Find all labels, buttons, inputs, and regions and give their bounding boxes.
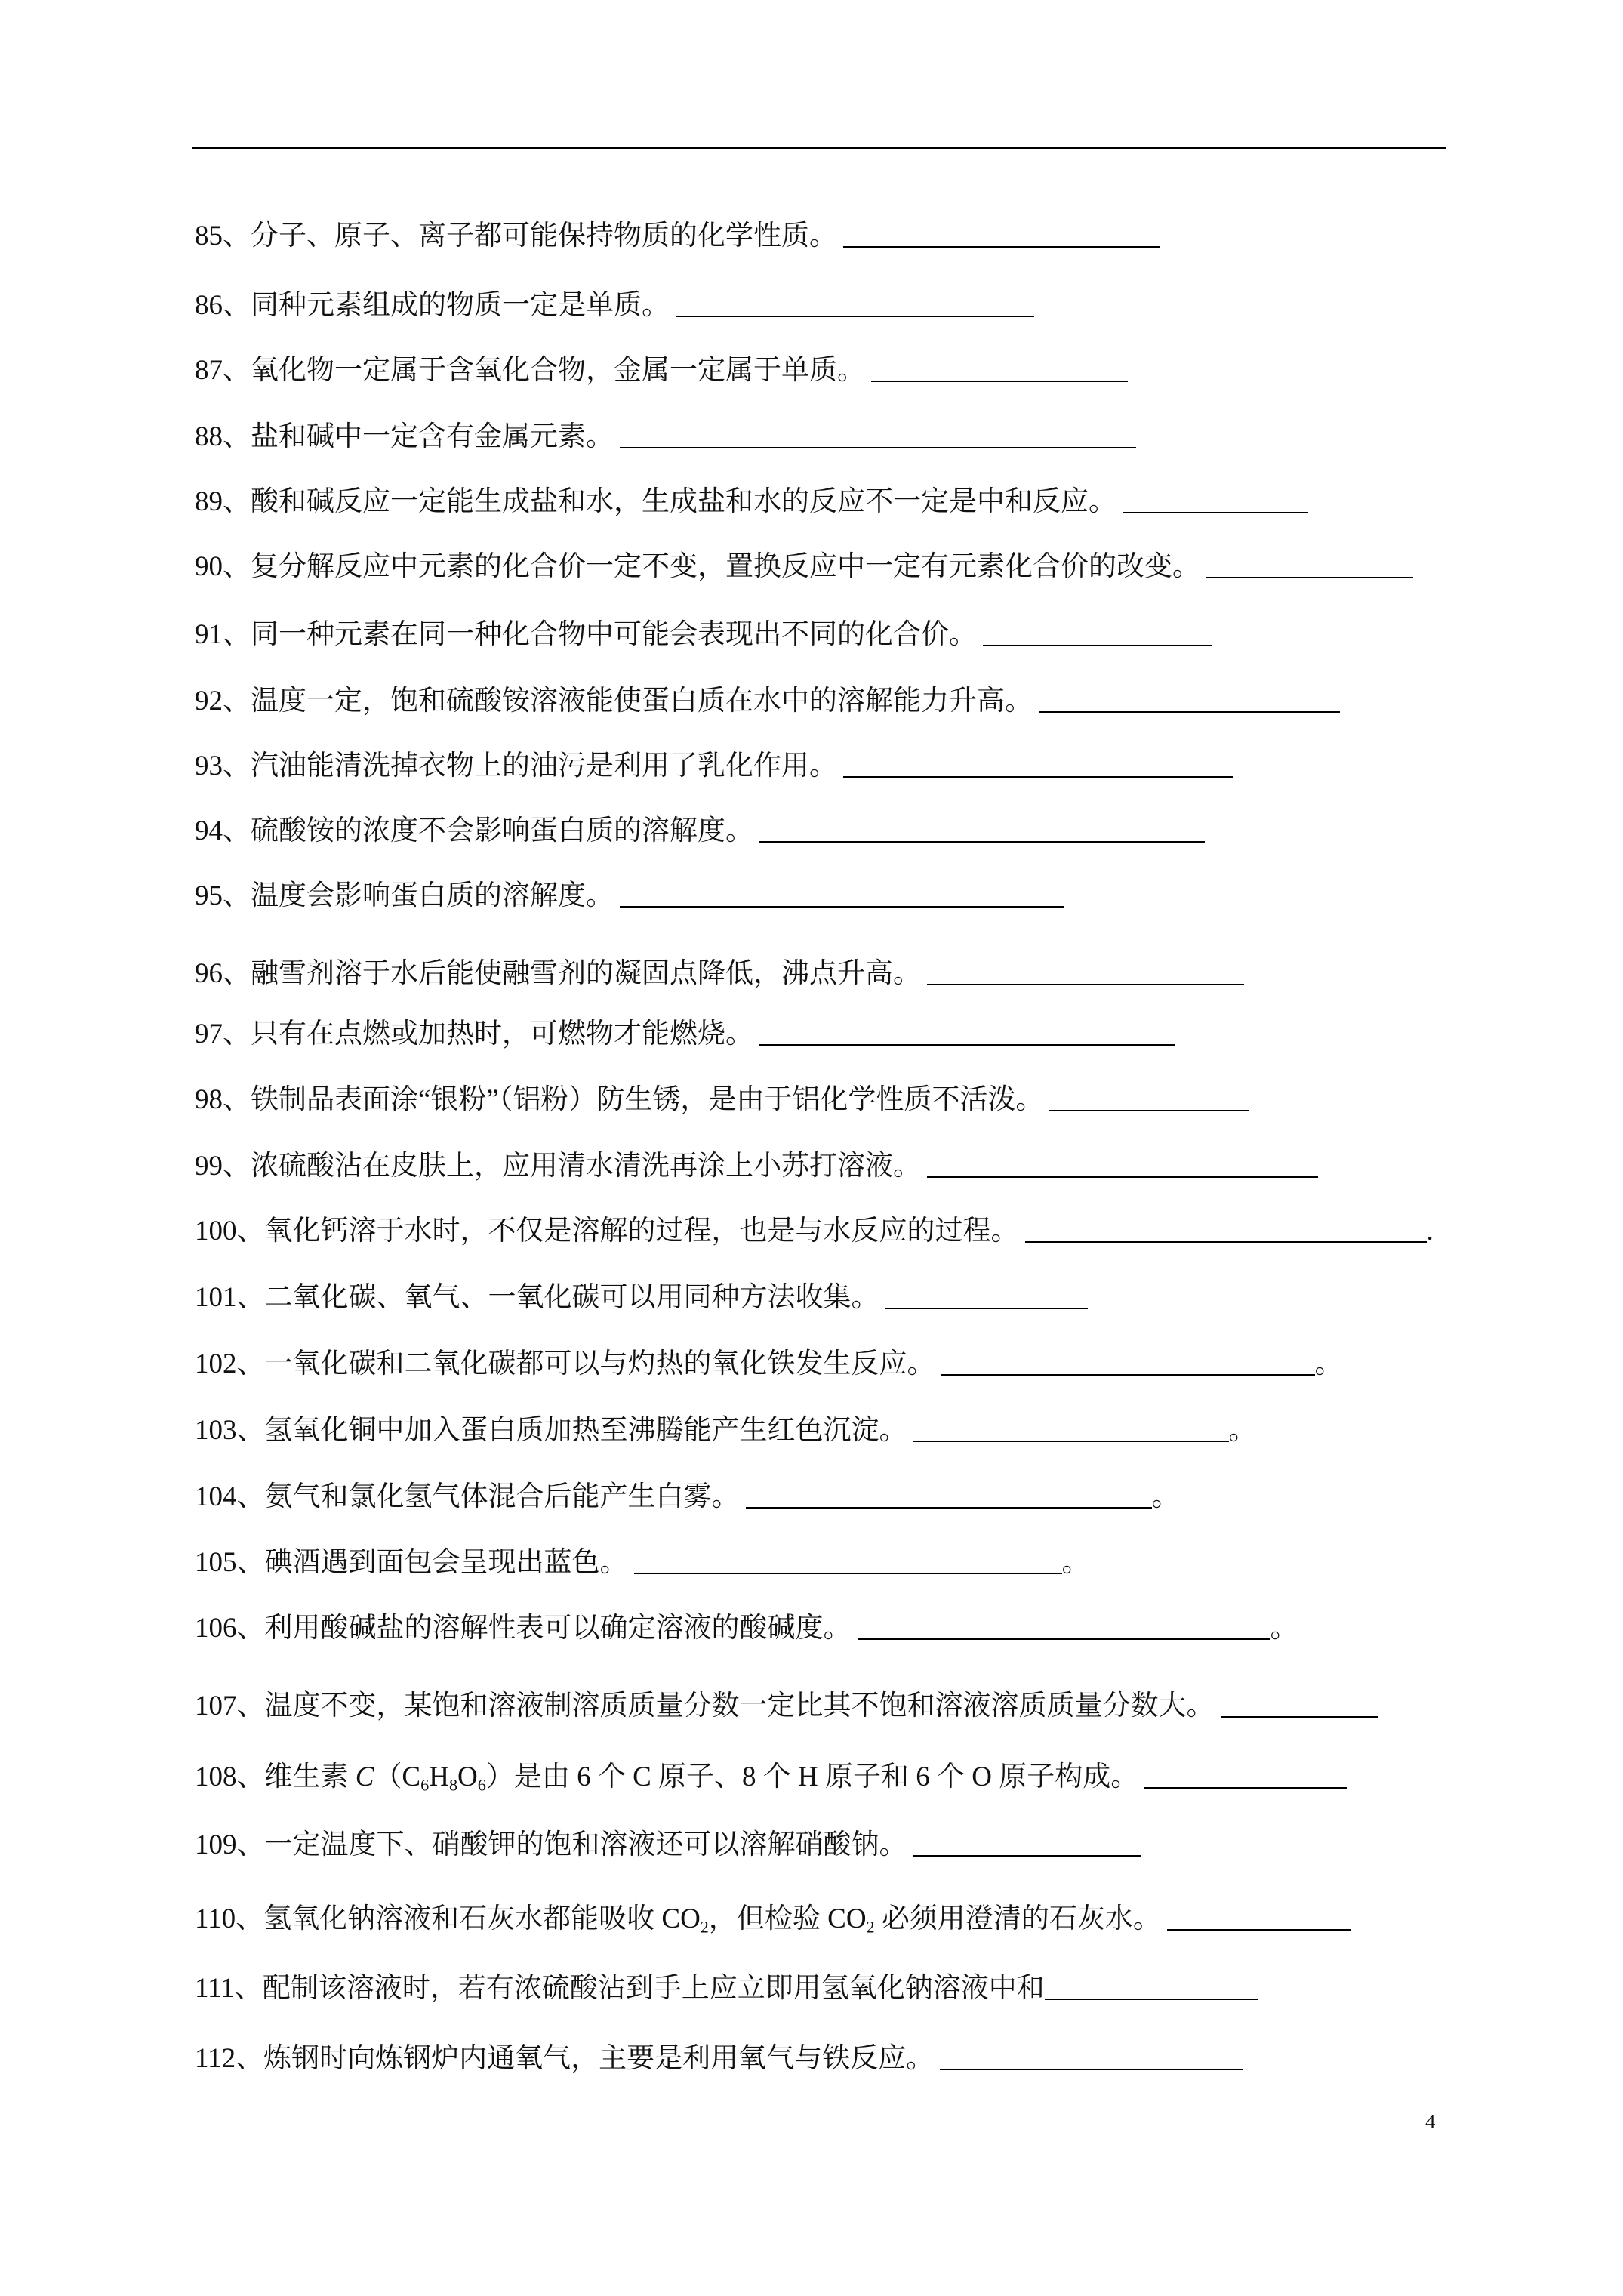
question-111	[195, 1972, 1258, 2005]
formula-part: O	[457, 1761, 478, 1792]
answer-blank	[759, 841, 1205, 843]
question-text: 氨气和氯化氢气体混合后能产生白雾。	[264, 1481, 740, 1512]
answer-blank	[746, 1507, 1152, 1509]
question-text: 同种元素组成的物质一定是单质。	[251, 290, 670, 321]
answer-blank	[1221, 1716, 1378, 1718]
question-number: 94、	[195, 815, 251, 846]
question-text: 温度会影响蛋白质的溶解度。	[251, 880, 614, 911]
question-number: 92、	[195, 686, 251, 717]
trailing-punctuation: 。	[1270, 1613, 1298, 1644]
question-text: 融雪剂溶于水后能使融雪剂的凝固点降低，沸点升高。	[251, 958, 921, 989]
question-number: 95、	[195, 880, 251, 911]
question-number: 110、	[195, 1903, 264, 1934]
formula-part: H	[429, 1761, 449, 1792]
question-text: 温度不变，某饱和溶液制溶质质量分数一定比其不饱和溶液溶质质量分数大。	[264, 1690, 1215, 1721]
question-number: 97、	[195, 1019, 251, 1049]
question-number: 103、	[195, 1415, 265, 1446]
page-number: 4	[1425, 2110, 1436, 2133]
question-88	[195, 421, 1136, 454]
question-text: 氢氧化钠溶液和石灰水都能吸收 CO	[263, 1903, 701, 1934]
question-number: 100、	[195, 1216, 265, 1247]
answer-blank	[913, 1441, 1229, 1442]
question-number: 107、	[195, 1690, 265, 1721]
question-text: 温度一定，饱和硫酸铵溶液能使蛋白质在水中的溶解能力升高。	[251, 686, 1033, 717]
question-text: 浓硫酸沾在皮肤上，应用清水清洗再涂上小苏打溶液。	[251, 1151, 921, 1182]
question-text: 铁制品表面涂“银粉”（铝粉）防生锈，是由于铝化学性质不活泼。	[251, 1084, 1044, 1115]
answer-blank	[941, 1374, 1315, 1376]
question-number: 99、	[195, 1151, 251, 1182]
question-91	[195, 618, 1212, 652]
formula-subscript: 8	[448, 1775, 458, 1795]
question-85	[195, 220, 1160, 253]
question-number: 87、	[195, 355, 251, 386]
vitamin-letter: C	[355, 1761, 374, 1792]
question-105	[195, 1546, 1090, 1579]
answer-blank	[885, 1308, 1088, 1309]
answer-blank	[1049, 1110, 1249, 1111]
question-number: 98、	[195, 1084, 251, 1115]
question-text: 氧化钙溶于水时，不仅是溶解的过程，也是与水反应的过程。	[264, 1216, 1019, 1247]
answer-blank	[676, 316, 1034, 317]
question-text: 二氧化碳、氧气、一氧化碳可以用同种方法收集。	[264, 1282, 879, 1313]
formula-part: （C	[374, 1761, 421, 1792]
question-number: 109、	[195, 1829, 265, 1860]
question-number: 111、	[195, 1973, 263, 2004]
question-102	[195, 1348, 1343, 1381]
header-rule	[192, 147, 1446, 149]
question-93	[195, 750, 1233, 783]
question-98	[195, 1083, 1249, 1117]
question-text: 一氧化碳和二氧化碳都可以与灼热的氧化铁发生反应。	[264, 1348, 935, 1379]
question-number: 108、	[195, 1761, 265, 1792]
formula-subscript: 6	[477, 1775, 486, 1795]
question-number: 93、	[195, 750, 251, 781]
question-number: 102、	[195, 1348, 265, 1379]
answer-blank	[1025, 1241, 1427, 1243]
answer-blank	[1045, 1999, 1258, 2000]
question-text: ）是由 6 个 C 原子、8 个 H 原子和 6 个 O 原子构成。	[485, 1761, 1139, 1792]
question-104	[195, 1481, 1180, 1514]
question-text: 氢氧化铜中加入蛋白质加热至沸腾能产生红色沉淀。	[264, 1415, 907, 1446]
answer-blank	[1039, 711, 1340, 713]
question-101	[195, 1281, 1088, 1314]
question-number: 96、	[195, 958, 251, 989]
question-text: 只有在点燃或加热时，可燃物才能燃烧。	[251, 1019, 753, 1049]
formula-subscript: 6	[420, 1775, 430, 1795]
answer-blank	[927, 984, 1244, 985]
formula-subscript: 2	[700, 1917, 709, 1937]
trailing-punctuation: 。	[1151, 1481, 1180, 1512]
question-108	[195, 1761, 1347, 1794]
question-103	[195, 1414, 1257, 1447]
question-text: 汽油能清洗掉衣物上的油污是利用了乳化作用。	[251, 750, 837, 781]
answer-blank	[1167, 1929, 1351, 1931]
question-95	[195, 880, 1064, 913]
answer-blank	[634, 1573, 1062, 1574]
question-text: 碘酒遇到面包会呈现出蓝色。	[264, 1547, 628, 1578]
question-number: 106、	[195, 1613, 265, 1644]
answer-blank	[620, 906, 1064, 908]
answer-blank	[843, 246, 1160, 248]
question-106	[195, 1612, 1298, 1645]
question-number: 101、	[195, 1282, 265, 1313]
answer-blank	[940, 2069, 1243, 2070]
question-96	[195, 957, 1244, 991]
question-90	[195, 550, 1413, 584]
trailing-punctuation: 。	[1314, 1348, 1343, 1379]
question-112	[195, 2042, 1243, 2076]
question-number: 90、	[195, 551, 251, 582]
question-text: 分子、原子、离子都可能保持物质的化学性质。	[251, 220, 837, 251]
answer-blank	[620, 447, 1136, 448]
question-92	[195, 685, 1340, 718]
answer-blank	[871, 381, 1128, 382]
trailing-punctuation: 。	[1228, 1415, 1257, 1446]
question-text: 利用酸碱盐的溶解性表可以确定溶液的酸碱度。	[264, 1613, 852, 1644]
question-100	[195, 1215, 1434, 1248]
question-number: 86、	[195, 290, 251, 321]
trailing-punctuation: 。	[1061, 1547, 1090, 1578]
question-94	[195, 815, 1205, 848]
question-text: 维生素	[264, 1761, 356, 1792]
answer-blank	[1206, 577, 1413, 578]
answer-blank	[1144, 1787, 1347, 1789]
answer-blank	[983, 645, 1212, 646]
answer-blank	[759, 1044, 1175, 1046]
question-text: 复分解反应中元素的化合价一定不变，置换反应中一定有元素化合价的改变。	[251, 551, 1200, 582]
question-number: 104、	[195, 1481, 265, 1512]
question-110	[195, 1903, 1351, 1936]
question-text: 同一种元素在同一种化合物中可能会表现出不同的化合价。	[251, 619, 977, 650]
question-86	[195, 289, 1034, 322]
question-text: 盐和碱中一定含有金属元素。	[251, 421, 614, 452]
question-number: 89、	[195, 486, 251, 517]
question-text: 酸和碱反应一定能生成盐和水，生成盐和水的反应不一定是中和反应。	[251, 486, 1116, 517]
question-87	[195, 354, 1128, 387]
question-number: 88、	[195, 421, 251, 452]
question-109	[195, 1829, 1141, 1862]
answer-blank	[1123, 512, 1308, 513]
question-number: 105、	[195, 1547, 265, 1578]
question-text: 硫酸铵的浓度不会影响蛋白质的溶解度。	[251, 815, 753, 846]
question-text: ，但检验 CO	[708, 1903, 867, 1934]
answer-blank	[858, 1638, 1270, 1640]
question-text: 氧化物一定属于含氧化合物，金属一定属于单质。	[251, 355, 865, 386]
answer-blank	[927, 1176, 1318, 1178]
trailing-punctuation: .	[1426, 1216, 1434, 1247]
question-107	[195, 1690, 1378, 1723]
question-number: 112、	[195, 2043, 264, 2074]
question-text: 炼钢时向炼钢炉内通氧气，主要是利用氧气与铁反应。	[263, 2043, 935, 2074]
question-99	[195, 1150, 1318, 1183]
question-text: 一定温度下、硝酸钾的饱和溶液还可以溶解硝酸钠。	[264, 1829, 907, 1860]
answer-blank	[843, 776, 1233, 778]
question-97	[195, 1018, 1175, 1051]
question-text: 必须用澄清的石灰水。	[874, 1903, 1161, 1934]
question-number: 91、	[195, 619, 251, 650]
question-89	[195, 485, 1308, 519]
question-text: 配制该溶液时，若有浓硫酸沾到手上应立即用氢氧化钠溶液中和	[262, 1973, 1045, 2004]
answer-blank	[913, 1855, 1141, 1857]
formula-subscript: 2	[866, 1917, 875, 1937]
question-number: 85、	[195, 220, 251, 251]
